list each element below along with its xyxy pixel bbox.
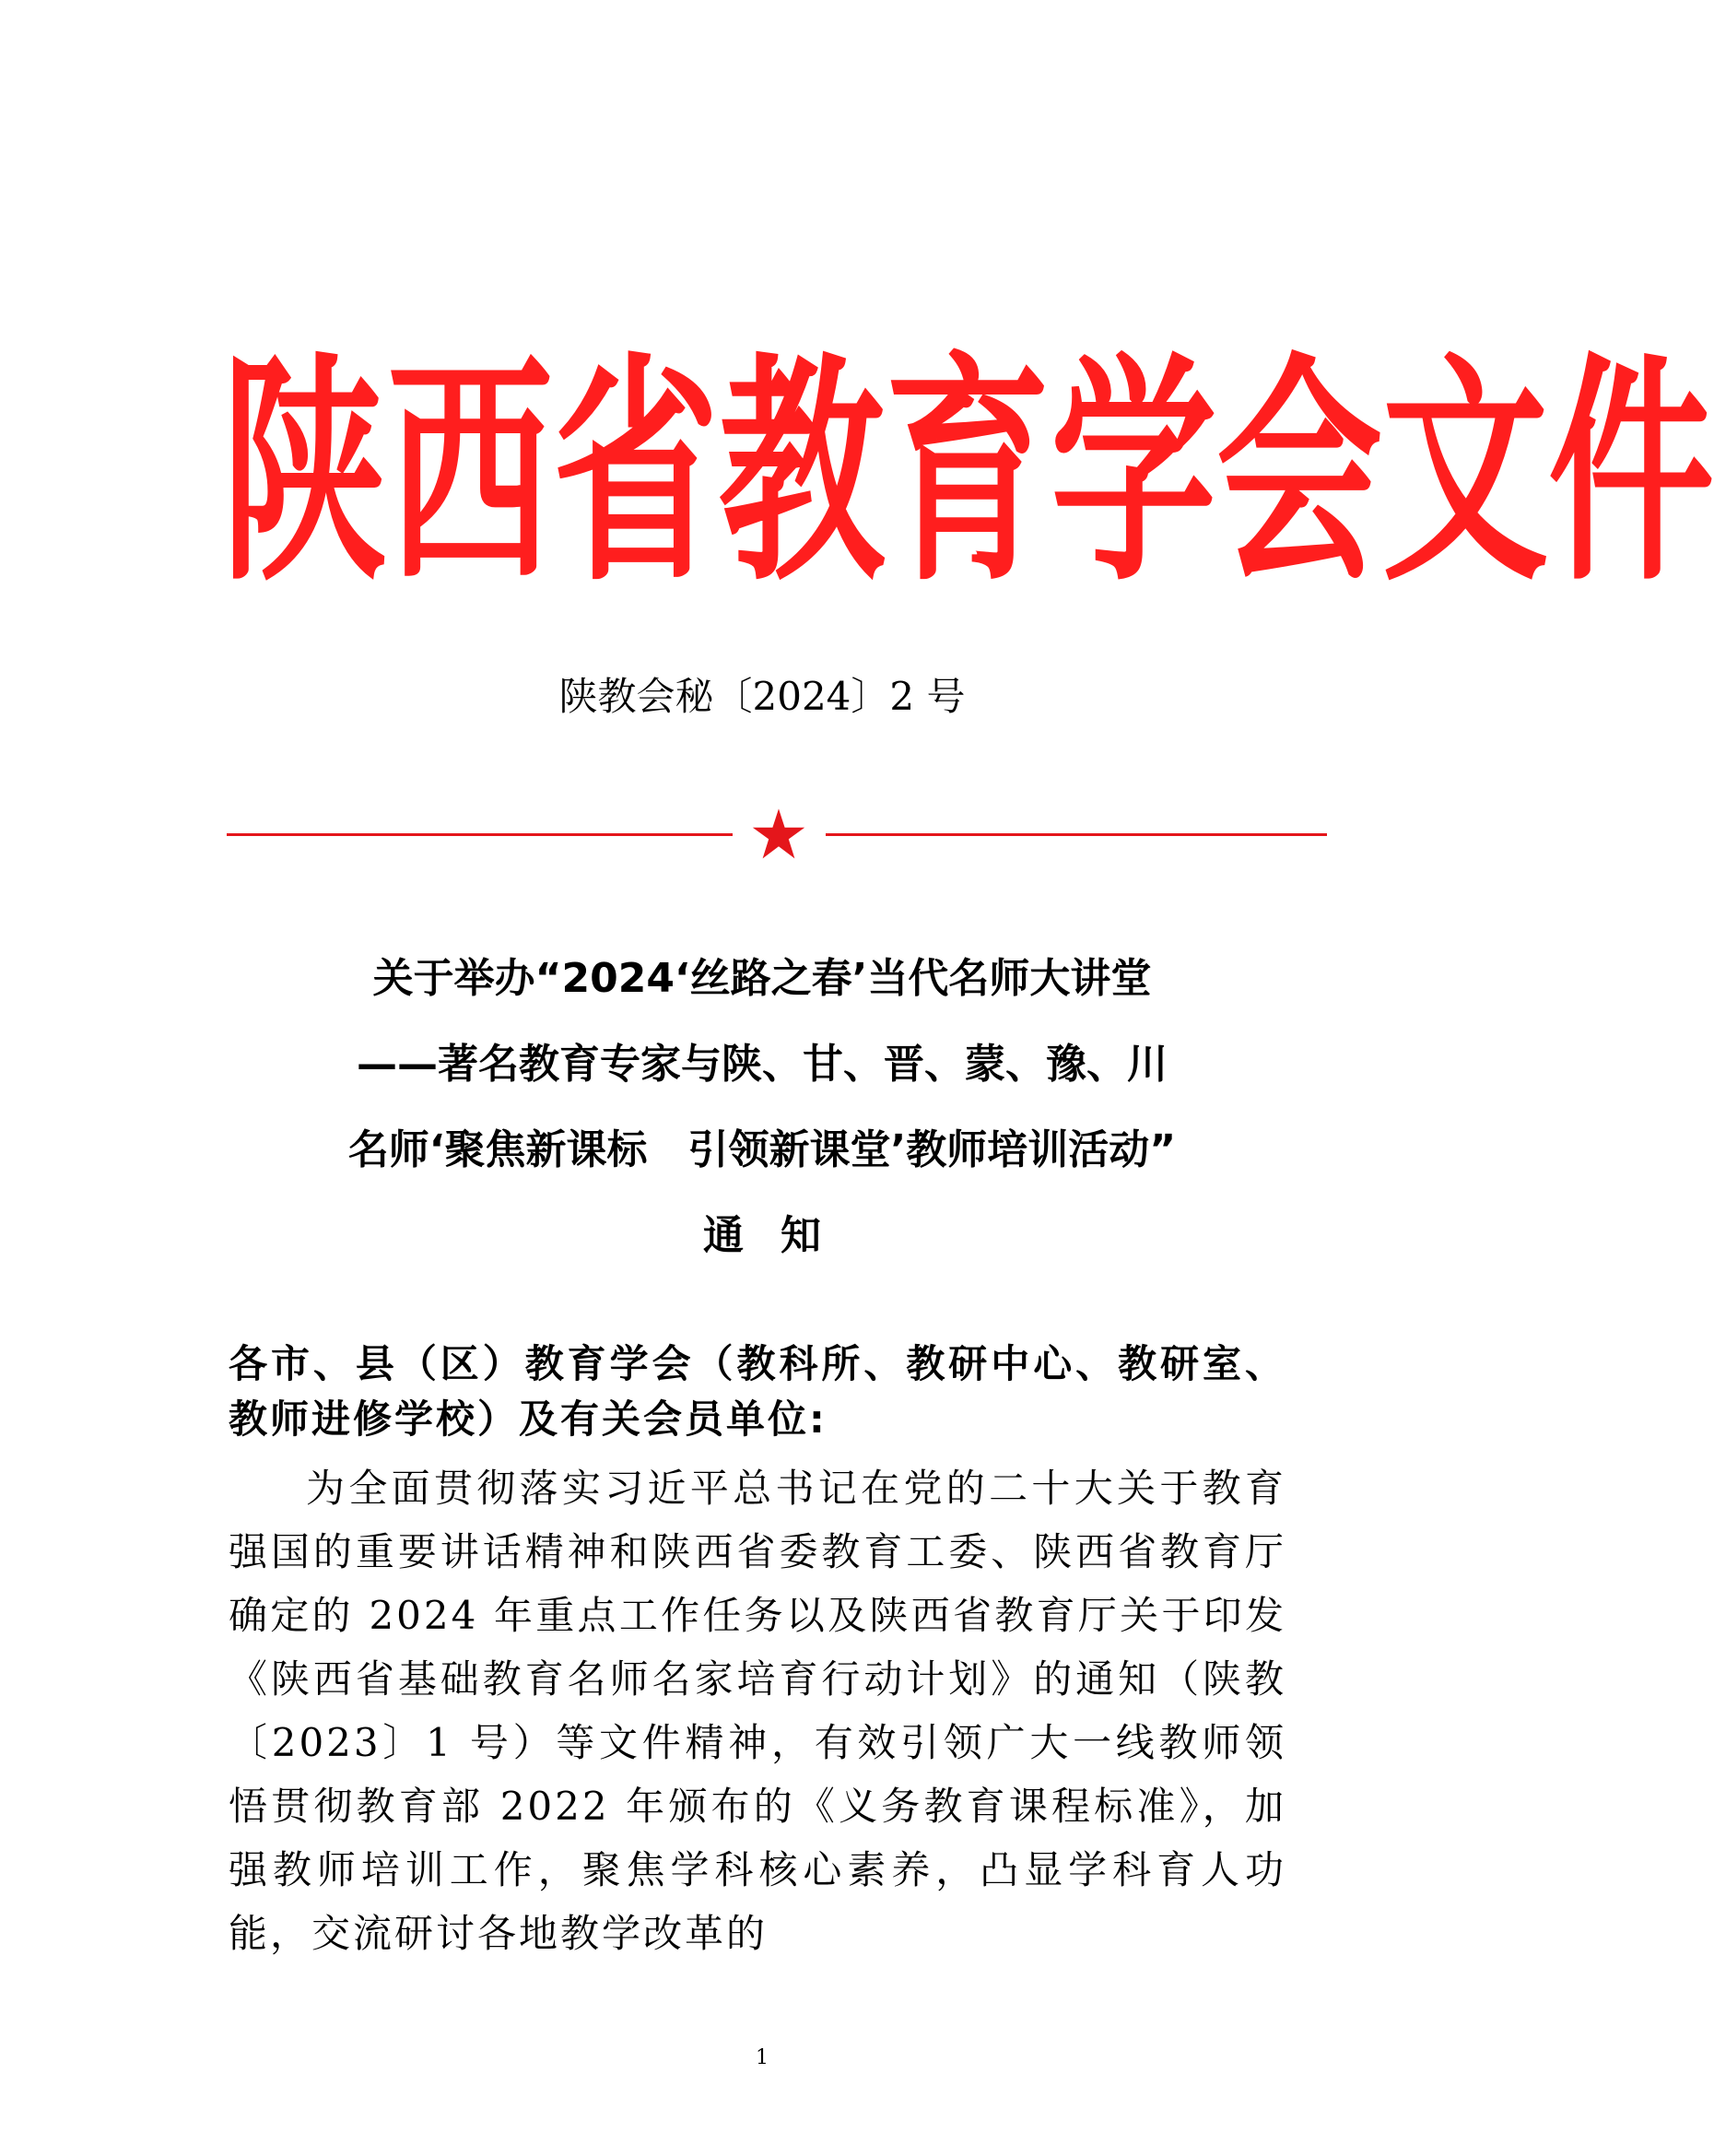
masthead-char: 学	[1051, 334, 1217, 614]
masthead-char: 省	[553, 334, 720, 614]
title-line: 名师‘聚焦新课标 引领新课堂’教师培训活动”	[347, 1126, 1177, 1173]
masthead-char: 陕	[221, 334, 388, 614]
divider-line-left	[227, 833, 733, 836]
addressee: 各市、县（区）教育学会（教科所、教研中心、教研室、教师进修学校）及有关会员单位:	[229, 1341, 1286, 1442]
document-number: 陕教会秘〔2024〕2 号	[558, 674, 966, 719]
masthead-char: 件	[1548, 334, 1714, 614]
title-line-notice: 通知	[703, 1212, 858, 1259]
red-divider	[227, 807, 1327, 862]
page-number: 1	[756, 2046, 769, 2069]
masthead-char: 文	[1382, 334, 1549, 614]
star-icon	[751, 807, 806, 862]
masthead-char: 会	[1216, 334, 1383, 614]
masthead-title	[221, 334, 1714, 614]
notice-title	[0, 949, 1524, 1292]
title-line: ——著名教育专家与陕、甘、晋、蒙、豫、川	[357, 1041, 1168, 1088]
masthead-char: 育	[885, 334, 1051, 614]
masthead-char: 西	[387, 334, 554, 614]
divider-line-right	[826, 833, 1327, 836]
masthead-char: 教	[719, 334, 886, 614]
title-line: 关于举办“2024‘丝路之春’当代名师大讲堂	[372, 955, 1152, 1002]
notice-body	[229, 1337, 1286, 1965]
body-paragraph: 为全面贯彻落实习近平总书记在党的二十大关于教育强国的重要讲话精神和陕西省委教育工委、陕西省教育厅确定的 2024 年重点工作任务以及陕西省教育厅关于印发《陕西省基础教育名师名家培育行动计划》的通知（陕教〔2023〕1 号）等文件精神，有效引领广大一线教师领悟贯彻教育部 2022 年颁布的《义务教育课程标准》，加强教师培训工作，聚焦学科核心素养，凸显学科育人功能，交流研讨各地教学改革的	[229, 1466, 1286, 1956]
